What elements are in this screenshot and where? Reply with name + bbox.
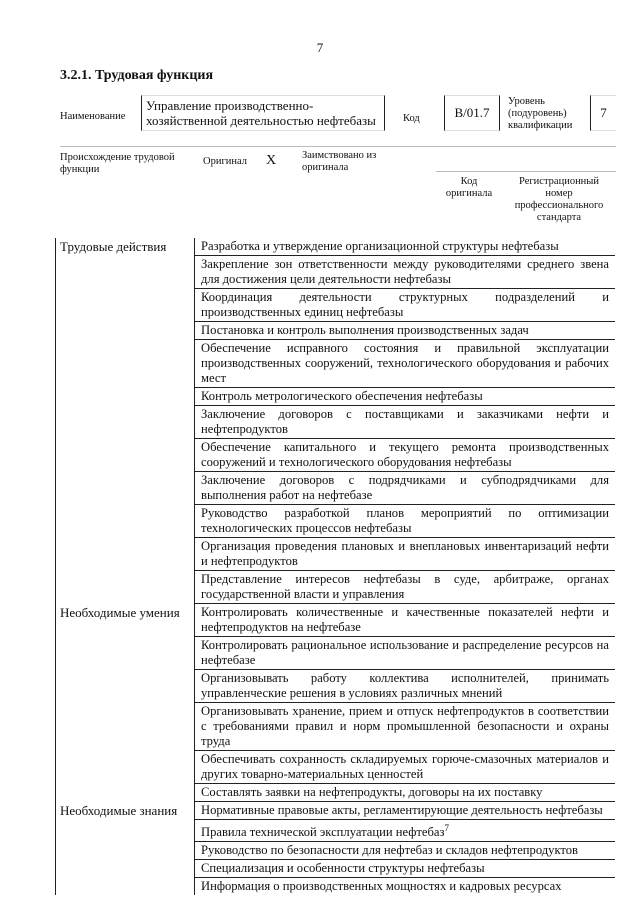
labor-actions-cell [56, 238, 195, 604]
table-cell: Закрепление зон ответственности между руководителями среднего звена для достижения цели деятельности нефтебазы [195, 256, 616, 289]
table-cell: Контролировать рациональное использование и распределение ресурсов на нефтебазе [195, 637, 616, 670]
table-cell: Организовывать хранение, прием и отпуск нефтепродуктов в соответствии с требованиями правил и норм промышленной безопасности и охраны труда [195, 703, 616, 751]
origin-label: Происхождение трудовой функции [60, 152, 175, 175]
table-cell [195, 820, 616, 842]
table-cell: Постановка и контроль выполнения производственных задач [195, 322, 616, 340]
original-mark: X [266, 153, 277, 168]
borrowed-label: Заимствовано из оригинала [302, 150, 377, 173]
table-cell: Специализация и особенности структуры нефтебазы [195, 860, 616, 878]
origin-divider [436, 171, 616, 172]
section-title: 3.2.1. Трудовая функция [60, 68, 214, 83]
original-label: Оригинал [203, 156, 247, 167]
header-divider [60, 146, 616, 147]
skills-label: Необходимые умения [60, 604, 180, 620]
footnote-mark: 7 [444, 823, 449, 833]
table-cell: Руководство по безопасности для нефтебаз и складов нефтепродуктов [195, 842, 616, 860]
code-value: B/01.7 [444, 95, 500, 131]
labor-function-table [55, 238, 615, 895]
table-row [56, 604, 616, 637]
table-cell: Представление интересов нефтебазы в суде, арбитраже, органах государственной власти и управления [195, 571, 616, 604]
table-cell: Разработка и утверждение организационной структуры нефтебазы [195, 238, 616, 256]
level-value: 7 [590, 95, 616, 131]
code-label: Код [403, 113, 420, 124]
labor-actions-label: Трудовые действия [60, 239, 167, 254]
page-number: 7 [316, 40, 324, 55]
origin-code-label: Код оригинала [445, 176, 493, 199]
knowledge-item-text: Правила технической эксплуатации нефтебаз [201, 825, 445, 840]
table-cell: Информация о производственных мощностях и кадровых ресурсах [201, 879, 562, 894]
table-cell: Заключение договоров с подрядчиками и субподрядчиками для выполнения работ на нефтебазе [195, 472, 616, 505]
skills-cell [56, 604, 195, 802]
level-label: Уровень (подуровень) квалификации [508, 96, 573, 131]
table-cell: Обеспечение исправного состояния и правильной эксплуатации производственных сооружений, технологического оборудования и рабочих мест [195, 340, 616, 388]
table-row [56, 238, 616, 256]
table-cell: Организовывать работу коллектива исполнителей, принимать управленческие решения в условиях различных мнений [195, 670, 616, 703]
table-cell: Контроль метрологического обеспечения нефтебазы [195, 388, 616, 406]
table-cell: Обеспечение капитального и текущего ремонта производственных сооружений и технологического оборудования нефтебазы [195, 439, 616, 472]
knowledge-label: Необходимые знания [60, 802, 178, 818]
table-cell: Руководство разработкой планов мероприятий по оптимизации технологических процессов нефтебазы [195, 505, 616, 538]
table-row [56, 802, 616, 820]
table-cell: Составлять заявки на нефтепродукты, договоры на их поставку [195, 784, 616, 802]
table-cell: Обеспечивать сохранность складируемых горюче-смазочных материалов и других товарно-материальных ценностей [195, 751, 616, 784]
table-cell: Нормативные правовые акты, регламентирующие деятельность нефтебазы [195, 802, 616, 820]
table-cell: Контролировать количественные и качественные показателей нефти и нефтепродуктов на нефтебазе [195, 604, 616, 637]
reg-number-label: Регистрационный номер профессионального стандарта [514, 176, 604, 223]
table-cell: Заключение договоров с поставщиками и заказчиками нефти и нефтепродуктов [195, 406, 616, 439]
table-cell: Организация проведения плановых и внеплановых инвентаризаций нефти и нефтепродуктов [195, 538, 616, 571]
table-cell: Координация деятельности структурных подразделений и производственных единиц нефтебазы [195, 289, 616, 322]
function-name-value: Управление производственно-хозяйственной деятельностью нефтебазы [141, 95, 385, 131]
knowledge-cell [56, 802, 195, 896]
name-label: Наименование [60, 111, 126, 122]
